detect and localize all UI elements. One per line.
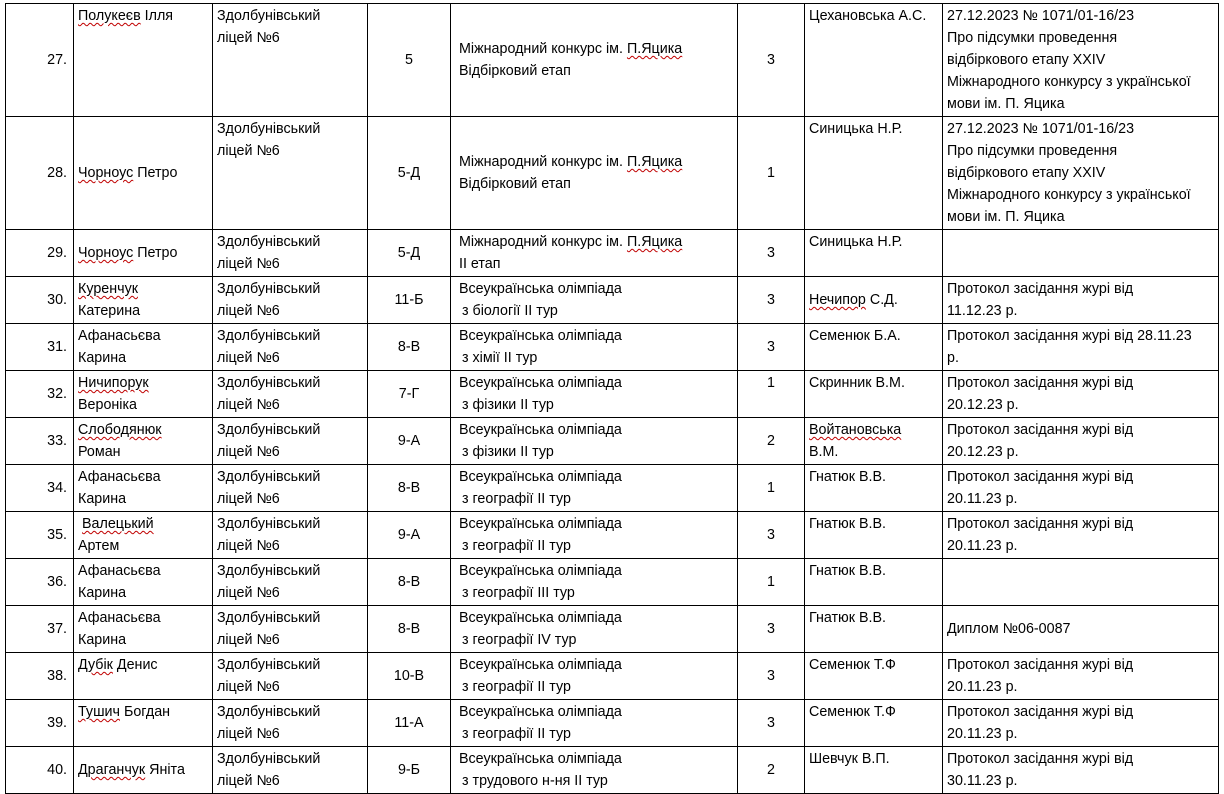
school-name: Здолбунівський [217, 121, 321, 137]
school-name: Здолбунівський [217, 516, 321, 532]
school-cell [213, 4, 368, 117]
school-name: ліцей №6 [217, 350, 280, 366]
row-number: 36. [6, 559, 74, 606]
school-name: Здолбунівський [217, 375, 321, 391]
grade-cell: 10-В [368, 653, 451, 700]
student-name: Карина [78, 585, 127, 601]
document-cell [943, 465, 1219, 512]
document-text: Про підсумки проведення [947, 30, 1118, 46]
document-text: Протокол засідання журі від [947, 422, 1134, 438]
school-name: Здолбунівський [217, 8, 321, 24]
event-name: Відбірковий етап [459, 176, 571, 192]
grade-cell: 5-Д [368, 230, 451, 277]
teacher-cell [805, 418, 943, 465]
document-cell [943, 747, 1219, 794]
event-name: Всеукраїнська олімпіада [459, 281, 622, 297]
place-cell: 1 [738, 117, 805, 230]
event-cell [451, 700, 738, 747]
table-row [6, 324, 1219, 371]
event-name: Всеукраїнська олімпіада [459, 751, 622, 767]
teacher-name: Шевчук В.П. [809, 751, 890, 767]
student-name: Драганчук Яніта [78, 762, 185, 778]
school-name: ліцей №6 [217, 585, 280, 601]
teacher-cell [805, 653, 943, 700]
teacher-name: В.М. [809, 444, 839, 460]
teacher-name: Семенюк Т.Ф [809, 704, 896, 720]
event-cell [451, 324, 738, 371]
row-number: 29. [6, 230, 74, 277]
teacher-name: Гнатюк В.В. [809, 469, 886, 485]
document-text: мови ім. П. Яцика [947, 96, 1065, 112]
school-cell [213, 747, 368, 794]
teacher-name: Войтановська [809, 422, 902, 438]
school-cell [213, 559, 368, 606]
school-name: ліцей №6 [217, 444, 280, 460]
event-cell [451, 653, 738, 700]
school-cell [213, 653, 368, 700]
school-name: ліцей №6 [217, 679, 280, 695]
document-cell [943, 559, 1219, 606]
school-name: ліцей №6 [217, 773, 280, 789]
student-name: Слободянюк [78, 422, 162, 438]
place-cell: 1 [738, 465, 805, 512]
school-cell [213, 117, 368, 230]
grade-cell: 11-А [368, 700, 451, 747]
document-text: Протокол засідання журі від [947, 751, 1134, 767]
teacher-cell [805, 324, 943, 371]
student-name-cell [74, 371, 213, 418]
student-name: Карина [78, 632, 127, 648]
document-text: відбіркового етапу XXIV [947, 165, 1106, 181]
teacher-name: Гнатюк В.В. [809, 563, 886, 579]
school-name: Здолбунівський [217, 328, 321, 344]
event-name: з біології ІІ тур [462, 303, 558, 319]
awards-table [5, 3, 1219, 794]
row-number: 30. [6, 277, 74, 324]
grade-cell: 5 [368, 4, 451, 117]
row-number: 34. [6, 465, 74, 512]
table-row [6, 747, 1219, 794]
grade-cell: 5-Д [368, 117, 451, 230]
event-name: Всеукраїнська олімпіада [459, 657, 622, 673]
event-name: з географії ІІ тур [462, 726, 571, 742]
student-name: Афанасьєва [78, 328, 161, 344]
student-name: Чорноус Петро [78, 165, 178, 181]
document-text: мови ім. П. Яцика [947, 209, 1065, 225]
place-cell: 3 [738, 324, 805, 371]
school-name: Здолбунівський [217, 610, 321, 626]
event-name: з хімії ІІ тур [462, 350, 538, 366]
student-name: Ничипорук [78, 375, 149, 391]
event-name: з географії ІV тур [462, 632, 577, 648]
student-name-cell [74, 277, 213, 324]
place-cell: 3 [738, 700, 805, 747]
event-cell [451, 230, 738, 277]
school-cell [213, 700, 368, 747]
document-cell [943, 117, 1219, 230]
document-text: Диплом №06-0087 [947, 621, 1071, 637]
document-cell [943, 371, 1219, 418]
teacher-cell [805, 559, 943, 606]
school-name: ліцей №6 [217, 538, 280, 554]
document-text: 20.11.23 р. [947, 491, 1018, 507]
student-name: Артем [78, 538, 120, 554]
school-name: ліцей №6 [217, 303, 280, 319]
event-name: Всеукраїнська олімпіада [459, 610, 622, 626]
row-number: 31. [6, 324, 74, 371]
document-cell [943, 418, 1219, 465]
student-name-cell [74, 324, 213, 371]
table-row [6, 371, 1219, 418]
row-number: 35. [6, 512, 74, 559]
row-number: 27. [6, 4, 74, 117]
student-name-cell [74, 117, 213, 230]
grade-cell: 11-Б [368, 277, 451, 324]
student-name-cell [74, 559, 213, 606]
grade-cell: 9-Б [368, 747, 451, 794]
document-cell [943, 230, 1219, 277]
place-cell: 3 [738, 277, 805, 324]
student-name: Дубік Денис [78, 657, 158, 673]
table-row [6, 606, 1219, 653]
row-number: 37. [6, 606, 74, 653]
teacher-cell [805, 747, 943, 794]
school-name: Здолбунівський [217, 234, 321, 250]
event-cell [451, 606, 738, 653]
document-cell [943, 606, 1219, 653]
table-row [6, 559, 1219, 606]
document-text: Протокол засідання журі від [947, 281, 1134, 297]
teacher-cell [805, 700, 943, 747]
document-cell [943, 653, 1219, 700]
event-name: ІІ етап [459, 256, 501, 272]
school-cell [213, 512, 368, 559]
document-cell [943, 700, 1219, 747]
school-name: ліцей №6 [217, 256, 280, 272]
student-name-cell [74, 747, 213, 794]
document-text: Міжнародного конкурсу з української [947, 187, 1191, 203]
school-name: ліцей №6 [217, 726, 280, 742]
school-name: Здолбунівський [217, 657, 321, 673]
grade-cell: 8-В [368, 606, 451, 653]
event-name: Відбірковий етап [459, 63, 571, 79]
teacher-name: Синицька Н.Р. [809, 121, 903, 137]
document-text: 11.12.23 р. [947, 303, 1018, 319]
student-name: Катерина [78, 303, 141, 319]
school-name: Здолбунівський [217, 422, 321, 438]
row-number: 38. [6, 653, 74, 700]
school-name: ліцей №6 [217, 491, 280, 507]
document-text: Протокол засідання журі від 28.11.23 [947, 328, 1192, 344]
event-cell [451, 747, 738, 794]
school-name: ліцей №6 [217, 143, 280, 159]
event-name: з фізики ІІ тур [462, 444, 554, 460]
document-cell [943, 512, 1219, 559]
school-name: Здолбунівський [217, 281, 321, 297]
row-number: 33. [6, 418, 74, 465]
document-text: р. [947, 350, 959, 366]
document-text: Про підсумки проведення [947, 143, 1118, 159]
awards-table-body [6, 4, 1219, 794]
student-name-cell [74, 230, 213, 277]
teacher-cell [805, 512, 943, 559]
place-cell: 3 [738, 4, 805, 117]
event-cell [451, 277, 738, 324]
row-number: 32. [6, 371, 74, 418]
event-name: Всеукраїнська олімпіада [459, 422, 622, 438]
event-cell [451, 512, 738, 559]
event-cell [451, 117, 738, 230]
document-text: 20.12.23 р. [947, 444, 1019, 460]
student-name: Тушич Богдан [78, 704, 171, 720]
event-name: Всеукраїнська олімпіада [459, 375, 622, 391]
event-cell [451, 465, 738, 512]
place-cell: 1 [738, 371, 805, 418]
event-name: з географії ІІ тур [462, 679, 571, 695]
place-cell: 1 [738, 559, 805, 606]
table-row [6, 4, 1219, 117]
student-name: Валецький [82, 516, 154, 532]
event-cell [451, 559, 738, 606]
school-name: ліцей №6 [217, 632, 280, 648]
school-cell [213, 465, 368, 512]
grade-cell: 7-Г [368, 371, 451, 418]
student-name: Вероніка [78, 397, 137, 413]
student-name-cell [74, 465, 213, 512]
document-text: 20.11.23 р. [947, 679, 1018, 695]
document-text: відбіркового етапу XXIV [947, 52, 1106, 68]
teacher-name: Нечипор С.Д. [809, 292, 898, 308]
grade-cell: 9-А [368, 512, 451, 559]
student-name: Афанасьєва [78, 610, 161, 626]
event-name: Всеукраїнська олімпіада [459, 516, 622, 532]
event-name: Міжнародний конкурс ім. П.Яцика [459, 154, 683, 170]
row-number: 40. [6, 747, 74, 794]
place-cell: 2 [738, 747, 805, 794]
student-name: Полукеєв Ілля [78, 8, 174, 24]
teacher-name: Гнатюк В.В. [809, 610, 886, 626]
place-cell: 3 [738, 512, 805, 559]
event-name: Всеукраїнська олімпіада [459, 704, 622, 720]
document-text: 20.12.23 р. [947, 397, 1019, 413]
school-name: Здолбунівський [217, 704, 321, 720]
teacher-cell [805, 4, 943, 117]
document-text: Протокол засідання журі від [947, 704, 1134, 720]
teacher-cell [805, 277, 943, 324]
teacher-name: Цехановська А.С. [809, 8, 927, 24]
teacher-name: Семенюк Б.А. [809, 328, 901, 344]
school-cell [213, 418, 368, 465]
document-text: Протокол засідання журі від [947, 375, 1134, 391]
document-text: 27.12.2023 № 1071/01-16/23 [947, 8, 1135, 24]
document-cell [943, 4, 1219, 117]
event-cell [451, 4, 738, 117]
document-text: Протокол засідання журі від [947, 516, 1134, 532]
student-name-cell [74, 606, 213, 653]
event-name: Міжнародний конкурс ім. П.Яцика [459, 41, 683, 57]
event-name: Всеукраїнська олімпіада [459, 328, 622, 344]
place-cell: 3 [738, 606, 805, 653]
student-name-cell [74, 512, 213, 559]
school-name: Здолбунівський [217, 563, 321, 579]
grade-cell: 8-В [368, 324, 451, 371]
event-name: з трудового н-ня ІІ тур [462, 773, 608, 789]
event-name: Всеукраїнська олімпіада [459, 469, 622, 485]
teacher-name: Семенюк Т.Ф [809, 657, 896, 673]
student-name: Карина [78, 491, 127, 507]
teacher-cell [805, 371, 943, 418]
school-cell [213, 277, 368, 324]
teacher-cell [805, 606, 943, 653]
event-cell [451, 418, 738, 465]
school-cell [213, 230, 368, 277]
document-text: 20.11.23 р. [947, 726, 1018, 742]
table-row [6, 653, 1219, 700]
student-name-cell [74, 700, 213, 747]
school-cell [213, 324, 368, 371]
event-name: з географії ІІІ тур [462, 585, 575, 601]
teacher-cell [805, 465, 943, 512]
place-cell: 3 [738, 230, 805, 277]
document-text: Протокол засідання журі від [947, 657, 1134, 673]
event-name: Всеукраїнська олімпіада [459, 563, 622, 579]
table-row [6, 465, 1219, 512]
grade-cell: 8-В [368, 465, 451, 512]
school-name: ліцей №6 [217, 397, 280, 413]
teacher-cell [805, 117, 943, 230]
document-cell [943, 277, 1219, 324]
table-row [6, 418, 1219, 465]
table-row [6, 230, 1219, 277]
place-cell: 3 [738, 653, 805, 700]
event-cell [451, 371, 738, 418]
row-number: 28. [6, 117, 74, 230]
document-text: Міжнародного конкурсу з української [947, 74, 1191, 90]
student-name: Афанасьєва [78, 563, 161, 579]
event-name: з географії ІІ тур [462, 538, 571, 554]
event-name: з географії ІІ тур [462, 491, 571, 507]
document-text: 27.12.2023 № 1071/01-16/23 [947, 121, 1135, 137]
student-name-cell [74, 4, 213, 117]
event-name: Міжнародний конкурс ім. П.Яцика [459, 234, 683, 250]
grade-cell: 8-В [368, 559, 451, 606]
document-text: 30.11.23 р. [947, 773, 1018, 789]
school-name: Здолбунівський [217, 469, 321, 485]
grade-cell: 9-А [368, 418, 451, 465]
table-row [6, 277, 1219, 324]
school-cell [213, 371, 368, 418]
school-name: ліцей №6 [217, 30, 280, 46]
student-name: Роман [78, 444, 121, 460]
row-number: 39. [6, 700, 74, 747]
student-name: Карина [78, 350, 127, 366]
teacher-cell [805, 230, 943, 277]
document-text: 20.11.23 р. [947, 538, 1018, 554]
student-name-cell [74, 418, 213, 465]
teacher-name: Синицька Н.Р. [809, 234, 903, 250]
school-cell [213, 606, 368, 653]
table-row [6, 117, 1219, 230]
event-name: з фізики ІІ тур [462, 397, 554, 413]
student-name: Чорноус Петро [78, 245, 178, 261]
teacher-name: Скринник В.М. [809, 375, 905, 391]
teacher-name: Гнатюк В.В. [809, 516, 886, 532]
student-name: Афанасьєва [78, 469, 161, 485]
student-name: Куренчук [78, 281, 138, 297]
place-cell: 2 [738, 418, 805, 465]
school-name: Здолбунівський [217, 751, 321, 767]
table-row [6, 700, 1219, 747]
student-name-cell [74, 653, 213, 700]
table-row [6, 512, 1219, 559]
document-cell [943, 324, 1219, 371]
document-text: Протокол засідання журі від [947, 469, 1134, 485]
